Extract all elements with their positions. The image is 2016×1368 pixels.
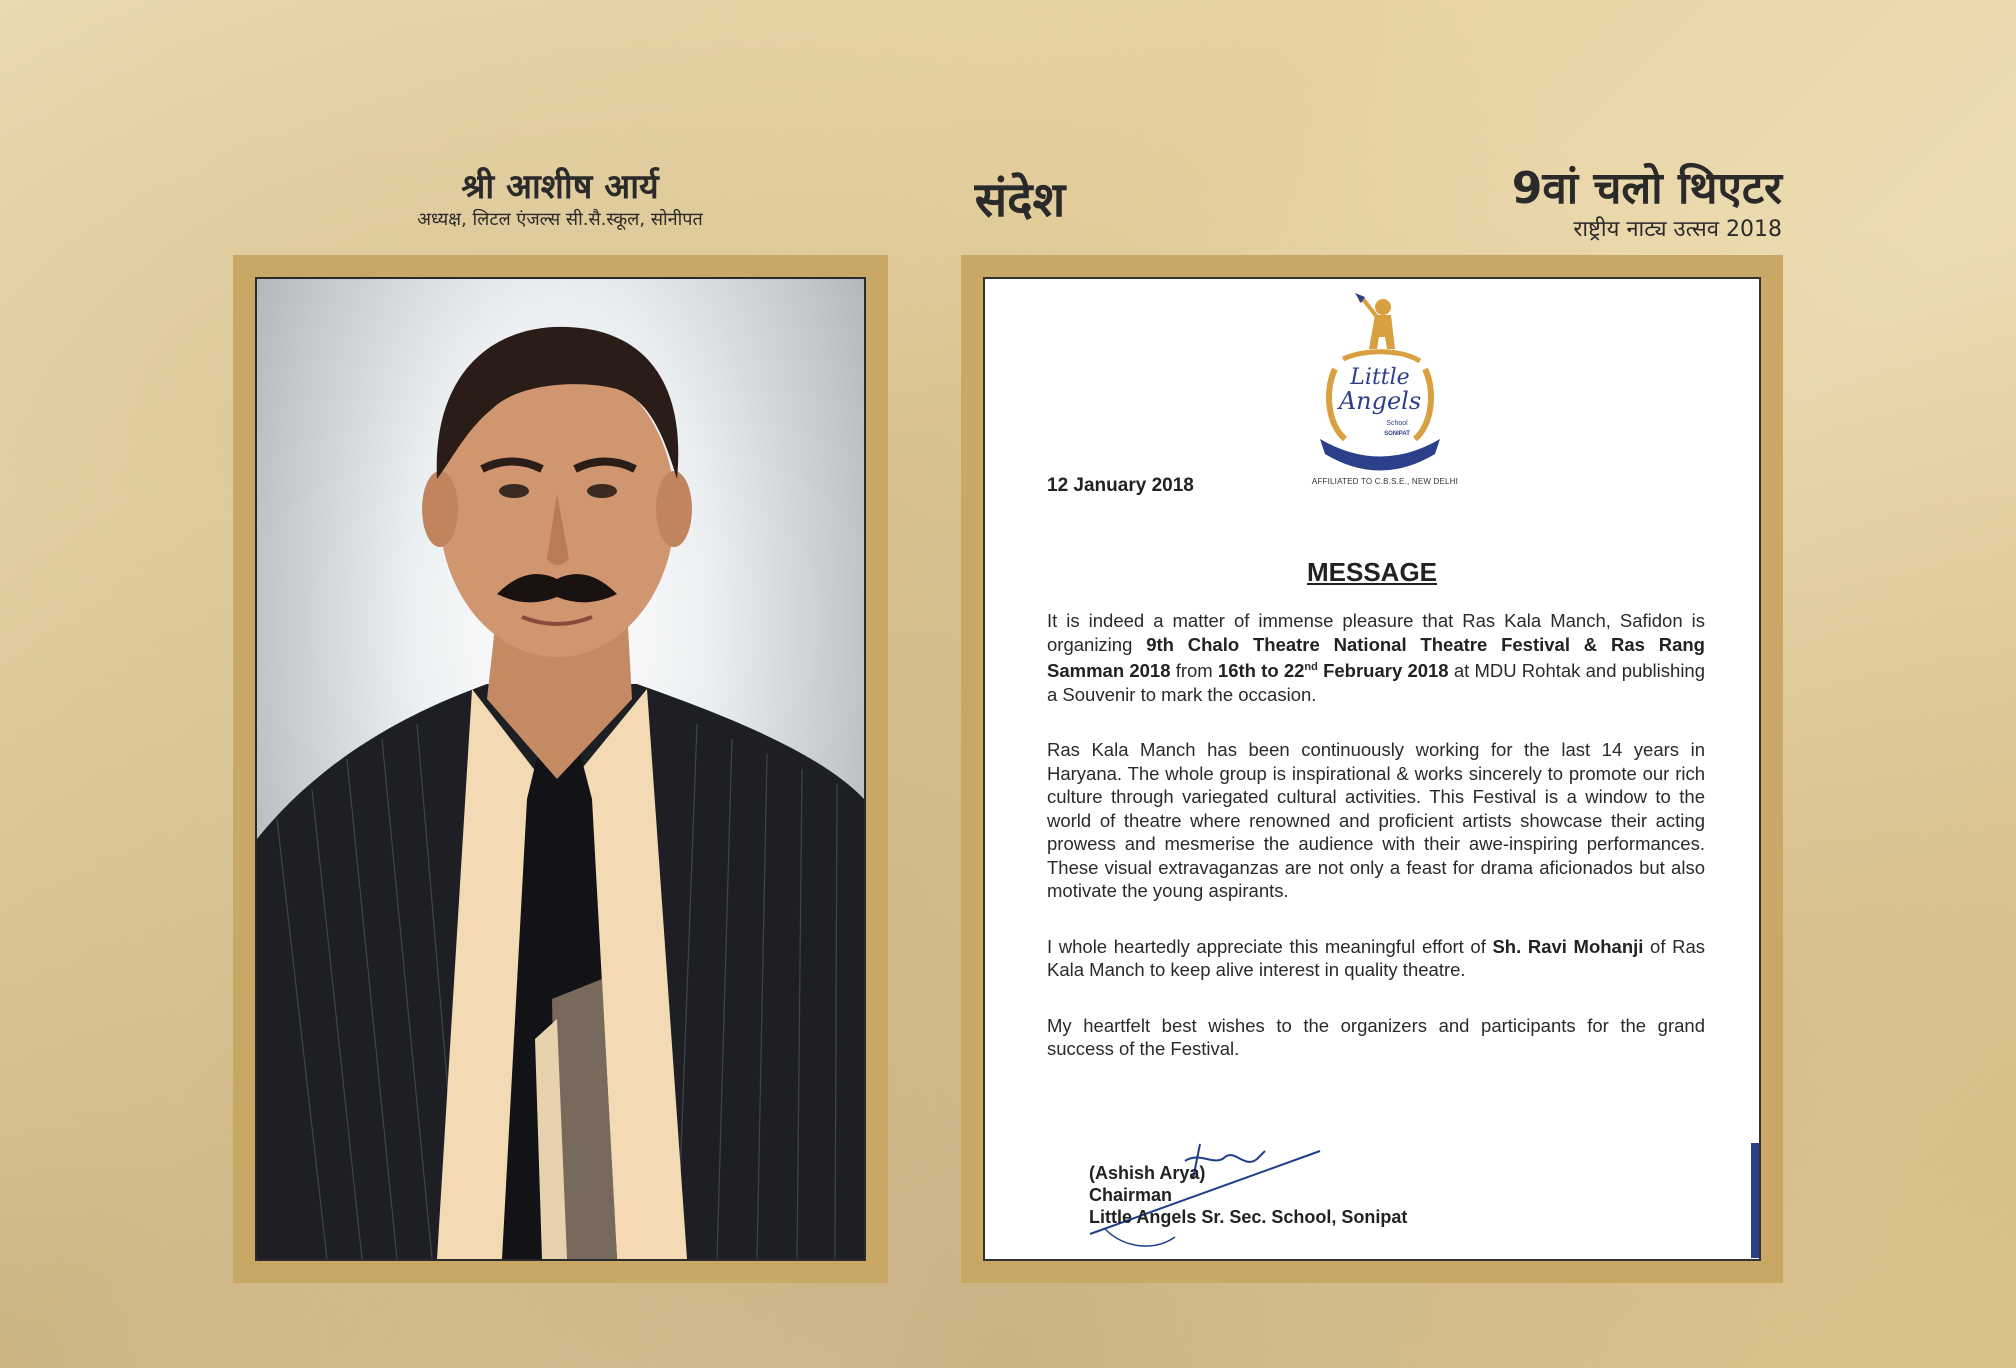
photo-frame [233, 255, 888, 1283]
person-title: अध्यक्ष, लिटल एंजल्स सी.सै.स्कूल, सोनीपत [417, 209, 703, 230]
svg-text:Little: Little [1350, 365, 1410, 390]
portrait-photo [255, 277, 866, 1261]
message-title: MESSAGE [1306, 557, 1438, 587]
signatory-name: (Ashish Arya) [1089, 1163, 1206, 1183]
letter-page [983, 277, 1761, 1261]
person-header [380, 166, 740, 232]
letter-frame [961, 255, 1783, 1283]
festival-subtitle: राष्ट्रीय नाट्य उत्सव 2018 [1573, 217, 1782, 242]
festival-header [1512, 162, 1782, 244]
signatory-designation: Chairman [1089, 1185, 1173, 1205]
festival-title: 9वां चलो थिएटर [1511, 163, 1782, 214]
letter-date: 12 January 2018 [1047, 475, 1194, 496]
edge-bar [1751, 1143, 1759, 1258]
svg-text:SONIPAT: SONIPAT [1384, 431, 1410, 437]
paragraph-3: I whole heartedly appreciate this meaningful effort of Sh. Ravi Mohanji of Ras Kala Manch to keep alive interest in quality theatre. [1047, 935, 1705, 981]
signatory-organization: Little Angels Sr. Sec. School, Sonipat [1089, 1207, 1408, 1227]
svg-text:School: School [1386, 420, 1408, 427]
person-name: श्री आशीष आर्य [461, 167, 659, 207]
logo-caption: AFFILIATED TO C.B.S.E., NEW DELHI [1311, 477, 1459, 486]
letter-body [1047, 609, 1705, 1093]
svg-text:Angels: Angels [1338, 387, 1422, 415]
paragraph-2: Ras Kala Manch has been continuously working for the last 14 years in Haryana. The whole group is inspirational & works sincerely to promote our rich culture through variegated cultural activities. This Festival is a window to the world of theatre where renowned and proficient artists showcase their acting prowess and mesmerise the audience with their awe-inspiring performances. These visual extravaganzas are not only a feast for drama aficionados but also motivate the young aspirants. [1047, 739, 1705, 902]
paragraph-4: My heartfelt best wishes to the organizers and participants for the grand success of the Festival. [1047, 1014, 1705, 1060]
paragraph-1: It is indeed a matter of immense pleasure that Ras Kala Manch, Safidon is organizing 9th Chalo Theatre National Theatre Festival & Ras Rang Samman 2018 from 16th to 22nd February 2018 at MDU Rohtak and publishing a Souvenir to mark the occasion. [1047, 610, 1706, 705]
signature-block [1089, 1162, 1407, 1228]
page-title: संदेश [974, 172, 1066, 228]
school-logo-icon [1305, 289, 1455, 489]
